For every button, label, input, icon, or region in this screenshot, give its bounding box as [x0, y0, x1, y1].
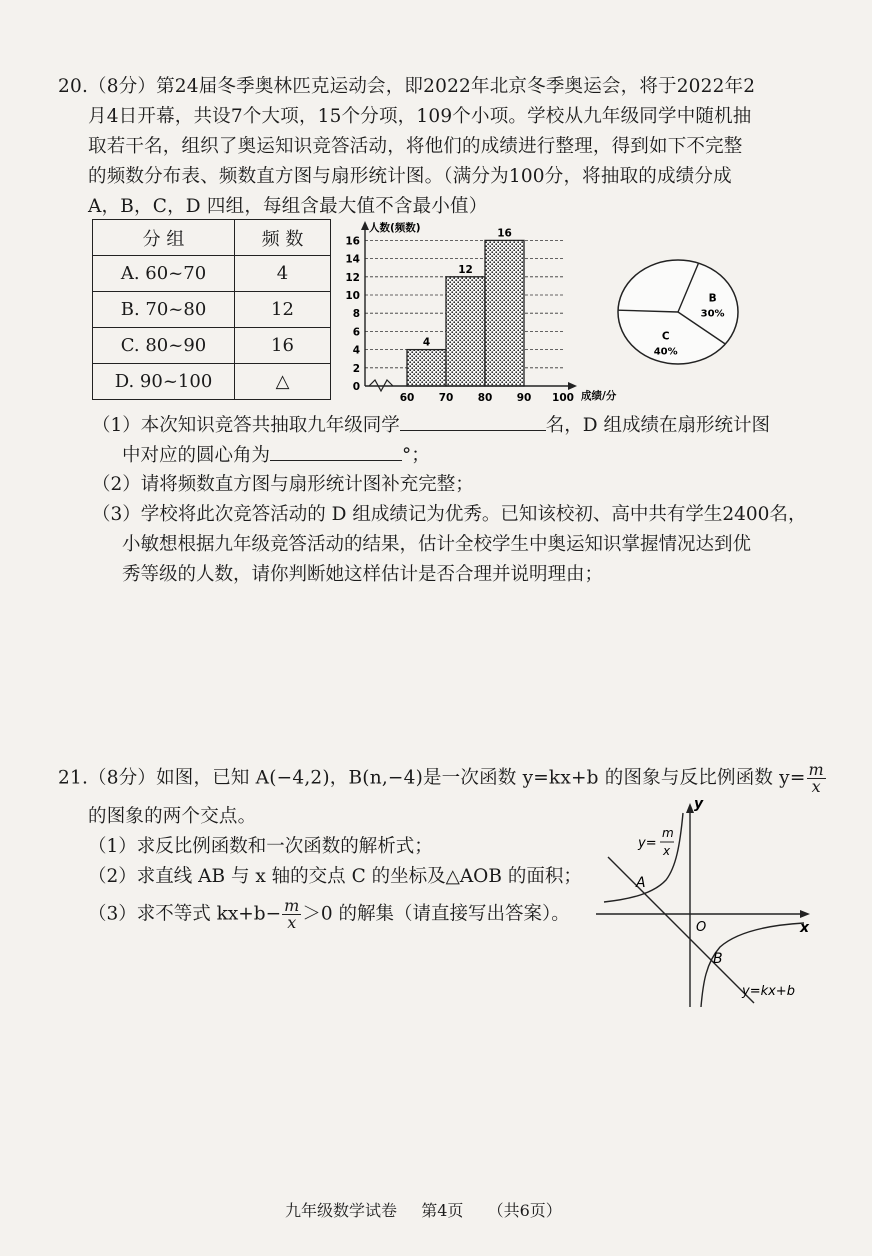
x-tick-label: 60	[399, 392, 415, 404]
table-header-group: 分 组	[93, 220, 235, 256]
line-label: y=kx+b	[742, 984, 795, 999]
table-cell: 4	[235, 256, 331, 292]
x-tick-label: 90	[516, 392, 532, 404]
pie-chart	[612, 256, 750, 368]
point-a-label: A	[636, 875, 646, 891]
footer-page: 第4页	[421, 1201, 464, 1220]
q21-line-1	[58, 762, 827, 795]
y-axis-arrow-icon	[686, 803, 694, 813]
histogram-bar	[485, 240, 524, 386]
fraction-m-over-x	[282, 898, 301, 931]
fraction-denominator: x	[287, 913, 297, 932]
y-axis-arrow-icon	[361, 221, 369, 230]
table-row	[93, 328, 331, 364]
answer-blank-angle[interactable]	[270, 440, 402, 461]
bar-data-label: 12	[458, 263, 473, 276]
q20-line-1: 20.（8分）第24届冬季奥林匹克运动会，即2022年北京冬季奥运会，将于2022年2	[58, 76, 756, 97]
q20-sub3-line1: （3）学校将此次竞答活动的 D 组成绩记为优秀。已知该校初、高中共有学生2400名，	[92, 504, 807, 525]
q21-sub3-text-b: ＞0 的解集（请直接写出答案）。	[302, 903, 570, 925]
x-axis-arrow-icon	[568, 382, 577, 390]
table-cell: C. 80~90	[93, 328, 235, 364]
table-cell: △	[235, 364, 331, 400]
histogram-x-axis-label: 成绩/分	[581, 390, 617, 402]
y-tick-label: 14	[345, 253, 360, 266]
x-tick-label: 80	[477, 392, 493, 404]
q21-line-2: 的图象的两个交点。	[88, 806, 257, 827]
page-footer	[285, 1198, 562, 1221]
hyperbola-label-denominator: x	[663, 844, 671, 858]
y-tick-label: 16	[345, 235, 360, 248]
y-tick-label: 6	[352, 326, 360, 339]
pie-slice-label: C	[661, 330, 670, 343]
point-b-label: B	[713, 951, 723, 967]
histogram-y-axis-label: 人数(频数)	[369, 222, 421, 234]
histogram-bar	[446, 277, 485, 386]
frequency-table	[92, 219, 331, 400]
q20-line-2: 月4日开幕，共设7个大项，15个分项，109个小项。学校从九年级同学中随机抽	[88, 106, 752, 127]
q21-sub2: （2）求直线 AB 与 x 轴的交点 C 的坐标及△AOB 的面积；	[88, 866, 582, 887]
hyperbola-label: y=	[638, 836, 657, 851]
q20-sub1-text-b: 名，D 组成绩在扇形统计图	[545, 415, 770, 436]
q20-line-4: 的频数分布表、频数直方图与扇形统计图。（满分为100分，将抽取的成绩分成	[88, 166, 732, 187]
q20-sub1-line1	[92, 410, 770, 441]
table-cell: B. 70~80	[93, 292, 235, 328]
table-cell: D. 90~100	[93, 364, 235, 400]
x-axis-arrow-icon	[800, 910, 810, 918]
q21-sub3	[88, 898, 570, 931]
table-row	[93, 292, 331, 328]
footer-total: （共6页）	[487, 1201, 562, 1220]
function-graph	[592, 795, 822, 1010]
x-axis-label: x	[800, 920, 810, 936]
table-cell: 16	[235, 328, 331, 364]
q20-sub1-text-a: （1）本次知识竞答共抽取九年级同学	[92, 415, 400, 436]
y-tick-label: 12	[345, 271, 360, 284]
fraction-numerator: m	[808, 760, 824, 779]
x-tick-label: 100	[552, 392, 574, 404]
q20-sub1-text-d: °；	[402, 445, 430, 466]
x-tick-label: 70	[438, 392, 454, 404]
hyperbola-label-numerator: m	[662, 826, 674, 840]
fraction-m-over-x	[807, 762, 826, 795]
q20-sub3-line2: 小敏想根据九年级竞答活动的结果，估计全校学生中奥运知识掌握情况达到优	[122, 534, 752, 555]
table-cell: A. 60~70	[93, 256, 235, 292]
q21-line-1-text: 21.（8分）如图，已知 A(−4,2)，B(n,−4)是一次函数 y=kx+b 的图象与反比例函数 y=	[58, 767, 806, 789]
origin-label: O	[696, 920, 707, 935]
q20-sub1-line2	[122, 440, 430, 471]
bar-data-label: 4	[422, 336, 431, 349]
table-cell: 12	[235, 292, 331, 328]
y-tick-label: 0	[352, 381, 360, 393]
y-tick-label: 10	[345, 290, 360, 302]
footer-title: 九年级数学试卷	[285, 1201, 398, 1220]
q20-sub3-line3: 秀等级的人数，请你判断她这样估计是否合理并说明理由；	[122, 564, 604, 585]
y-axis-label: y	[694, 796, 704, 812]
fraction-numerator: m	[284, 896, 300, 915]
q20-sub1-text-c: 中对应的圆心角为	[122, 445, 271, 466]
q21-sub3-text-a: （3）求不等式 kx+b−	[88, 903, 282, 925]
pie-slice-percent: 30%	[700, 308, 725, 320]
bar-data-label: 16	[497, 227, 512, 240]
histogram-bar	[407, 350, 446, 386]
q20-line-3: 取若干名，组织了奥运知识竞答活动，将他们的成绩进行整理，得到如下不完整	[88, 136, 743, 157]
answer-blank-count[interactable]	[400, 410, 546, 431]
y-tick-label: 4	[352, 344, 360, 357]
y-tick-label: 8	[352, 308, 360, 321]
q20-sub2: （2）请将频数直方图与扇形统计图补充完整；	[92, 474, 474, 495]
table-row	[93, 364, 331, 400]
frequency-histogram	[335, 215, 625, 410]
pie-slice-percent: 40%	[653, 346, 678, 358]
q21-sub1: （1）求反比例函数和一次函数的解析式；	[88, 836, 433, 857]
y-tick-label: 2	[352, 362, 360, 375]
pie-slice-label: B	[708, 292, 717, 305]
q20-line-5: A，B，C，D 四组，每组含最大值不含最小值）	[88, 196, 488, 217]
table-row	[93, 256, 331, 292]
fraction-denominator: x	[811, 777, 821, 796]
linear-function-line	[608, 857, 754, 1003]
table-header-frequency: 频 数	[235, 220, 331, 256]
